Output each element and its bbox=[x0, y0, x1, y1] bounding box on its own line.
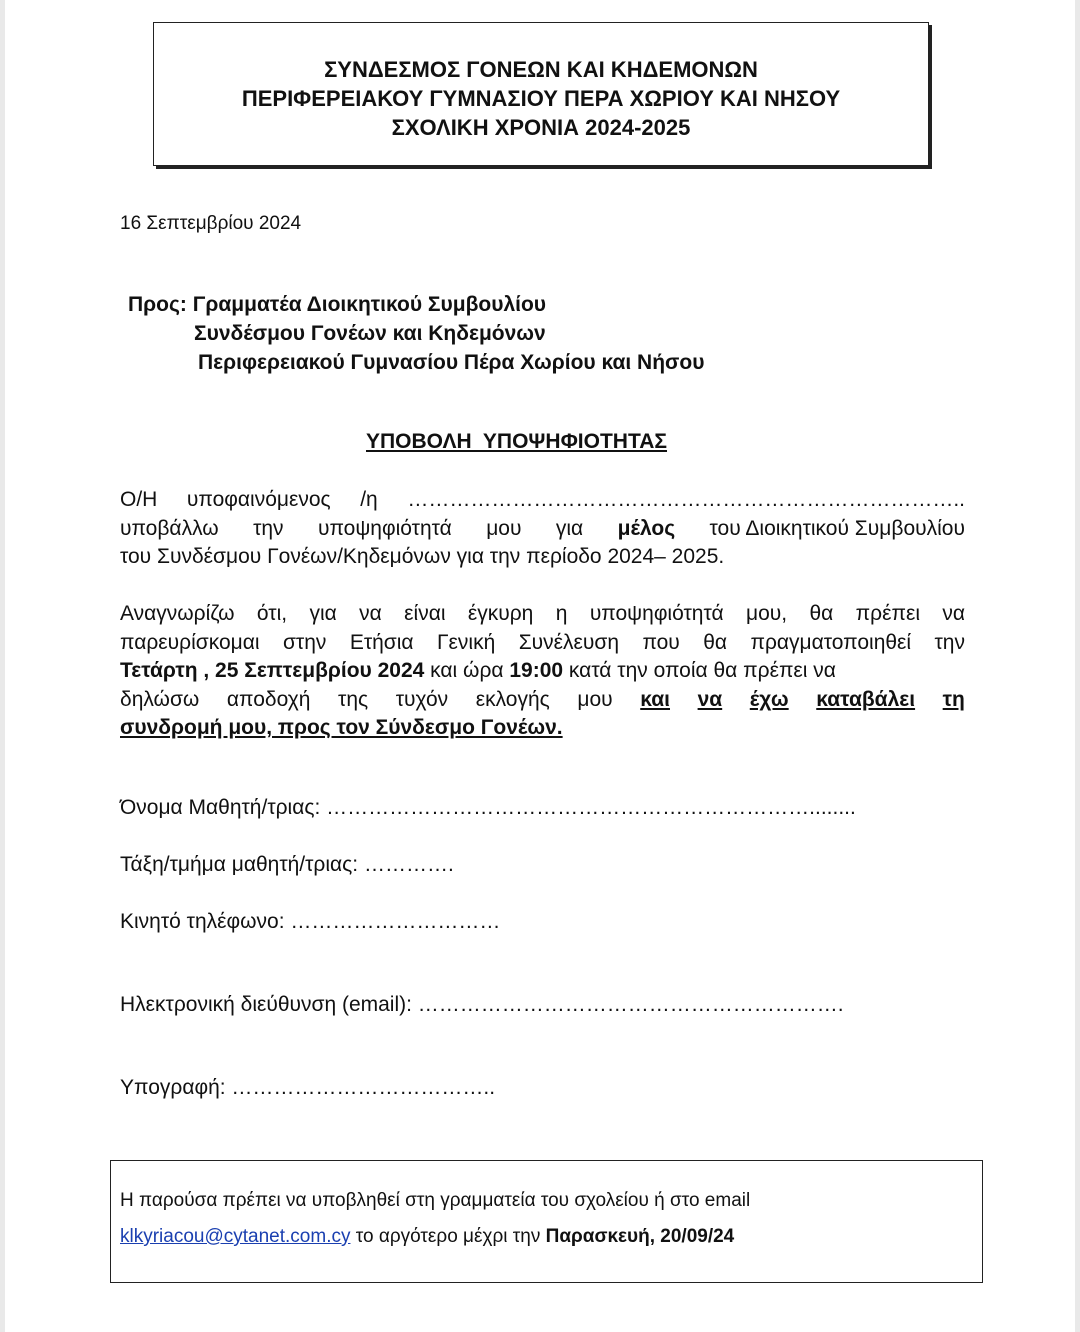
page-edge-right bbox=[1075, 0, 1080, 1332]
word: /η bbox=[360, 488, 378, 511]
header-line-2: ΠΕΡΙΦΕΡΕΙΑΚΟΥ ΓΥΜΝΑΣΙΟΥ ΠΕΡΑ ΧΩΡΙΟΥ ΚΑΙ ΝΗΣΟΥ bbox=[241, 86, 841, 111]
word: αποδοχή bbox=[226, 687, 311, 711]
email-field[interactable]: Ηλεκτρονική διεύθυνση (email): ……………………………………………………. bbox=[120, 993, 844, 1016]
word-underlined: και bbox=[640, 687, 670, 711]
word: Γενική bbox=[436, 630, 496, 654]
word-underlined: καταβάλει bbox=[816, 687, 916, 711]
page-edge-left bbox=[0, 0, 5, 1332]
paragraph-line bbox=[120, 686, 965, 715]
word-bold-member: μέλος bbox=[617, 516, 676, 540]
word: εκλογής bbox=[475, 687, 550, 711]
word: πρέπει bbox=[855, 602, 920, 625]
mobile-phone-field[interactable]: Κινητό τηλέφωνο: ………………………… bbox=[120, 910, 501, 933]
association-header-box bbox=[153, 22, 929, 166]
email-link[interactable]: klkyriacou@cytanet.com.cy bbox=[120, 1226, 351, 1247]
word: Αναγνωρίζω bbox=[120, 602, 235, 625]
paragraph-line bbox=[120, 714, 965, 743]
word: πραγματοποιηθεί bbox=[750, 630, 912, 654]
word: ότι, bbox=[256, 602, 288, 625]
paragraph-line bbox=[120, 657, 965, 686]
candidacy-paragraph bbox=[120, 486, 965, 572]
recipient-line-3: Περιφερειακού Γυμνασίου Πέρα Χωρίου και Νήσου bbox=[198, 351, 705, 374]
deadline: Παρασκευή, 20/09/24 bbox=[545, 1226, 735, 1247]
word: είναι bbox=[404, 602, 446, 625]
word-underlined: να bbox=[697, 687, 723, 711]
header-line-1: ΣΥΝΔΕΣΜΟΣ ΓΟΝΕΩΝ ΚΑΙ ΚΗΔΕΜΟΝΩΝ bbox=[324, 57, 758, 82]
word: Συνέλευση bbox=[518, 630, 620, 654]
word-underlined: τη bbox=[942, 687, 965, 711]
signature-field[interactable]: Υπογραφή: ……………………………….. bbox=[120, 1076, 496, 1099]
word: για bbox=[309, 602, 337, 625]
paragraph-line bbox=[120, 600, 965, 629]
word: την bbox=[253, 516, 284, 540]
word: για bbox=[555, 516, 584, 540]
word: υποβάλλω bbox=[120, 516, 219, 540]
acknowledgement-paragraph bbox=[120, 600, 965, 743]
document-date: 16 Σεπτεμβρίου 2024 bbox=[120, 213, 302, 234]
word-underlined: έχω bbox=[749, 687, 789, 711]
paragraph-line bbox=[120, 543, 965, 572]
note-line-1: Η παρούσα πρέπει να υποβληθεί στη γραμματεία του σχολείου ή στο email bbox=[120, 1190, 751, 1211]
word: μου bbox=[486, 516, 522, 540]
document-title: ΥΠΟΒΟΛΗ ΥΠΟΨΗΦΙΟΤΗΤΑΣ bbox=[366, 430, 668, 453]
word: έγκυρη bbox=[467, 602, 534, 625]
submission-note-box bbox=[110, 1160, 983, 1283]
word: την bbox=[934, 630, 965, 654]
note-text: το αργότερο μέχρι την bbox=[350, 1226, 546, 1247]
word: που bbox=[642, 630, 680, 654]
word: Ο/Η bbox=[120, 488, 158, 511]
word: υποψηφιότητά bbox=[589, 602, 724, 625]
recipient-block bbox=[128, 290, 704, 377]
word: να bbox=[942, 602, 965, 625]
word: να bbox=[359, 602, 382, 625]
recipient-line-2: Συνδέσμου Γονέων και Κηδεμόνων bbox=[194, 322, 546, 345]
word: παρευρίσκομαι bbox=[120, 630, 260, 654]
word: της bbox=[338, 687, 369, 711]
word: υποψηφιότητά bbox=[317, 516, 452, 540]
word: μου, bbox=[745, 602, 788, 625]
word: θα bbox=[703, 630, 728, 654]
name-blank[interactable]: …………………………………………………………………….. bbox=[407, 488, 965, 511]
line-text: κατά την οποία θα πρέπει να bbox=[563, 659, 836, 682]
paragraph-line bbox=[120, 486, 965, 515]
subscription-note: συνδρομή μου, προς τον Σύνδεσμο Γονέων. bbox=[120, 716, 563, 739]
header-line-3: ΣΧΟΛΙΚΗ ΧΡΟΝΙΑ 2024-2025 bbox=[391, 115, 691, 140]
recipient-line-1: Προς: Γραμματέα Διοικητικού Συμβουλίου bbox=[128, 293, 547, 316]
word: δηλώσω bbox=[120, 687, 200, 711]
word: υποφαινόμενος bbox=[186, 488, 331, 511]
word: η bbox=[555, 602, 568, 625]
word: μου bbox=[577, 687, 613, 711]
word: Ετήσια bbox=[349, 630, 414, 654]
word: θα bbox=[809, 602, 834, 625]
student-name-field[interactable]: Όνομα Μαθητή/τριας: ……………………………………………………………........ bbox=[120, 796, 856, 819]
note-line-2 bbox=[120, 1219, 982, 1255]
line-text: του Συνδέσμου Γονέων/Κηδεμόνων για την περίοδο 2024– 2025. bbox=[120, 545, 725, 568]
word: του Διοικητικού Συμβουλίου bbox=[709, 516, 965, 540]
word: τυχόν bbox=[395, 687, 449, 711]
meeting-time: 19:00 bbox=[509, 659, 564, 682]
word: στην bbox=[282, 630, 327, 654]
paragraph-line bbox=[120, 629, 965, 658]
line-text: και ώρα bbox=[424, 659, 510, 682]
paragraph-line bbox=[120, 515, 965, 544]
meeting-date: Τετάρτη , 25 Σεπτεμβρίου 2024 bbox=[120, 659, 425, 682]
student-class-field[interactable]: Τάξη/τμήμα μαθητή/τριας: …………. bbox=[120, 853, 454, 876]
